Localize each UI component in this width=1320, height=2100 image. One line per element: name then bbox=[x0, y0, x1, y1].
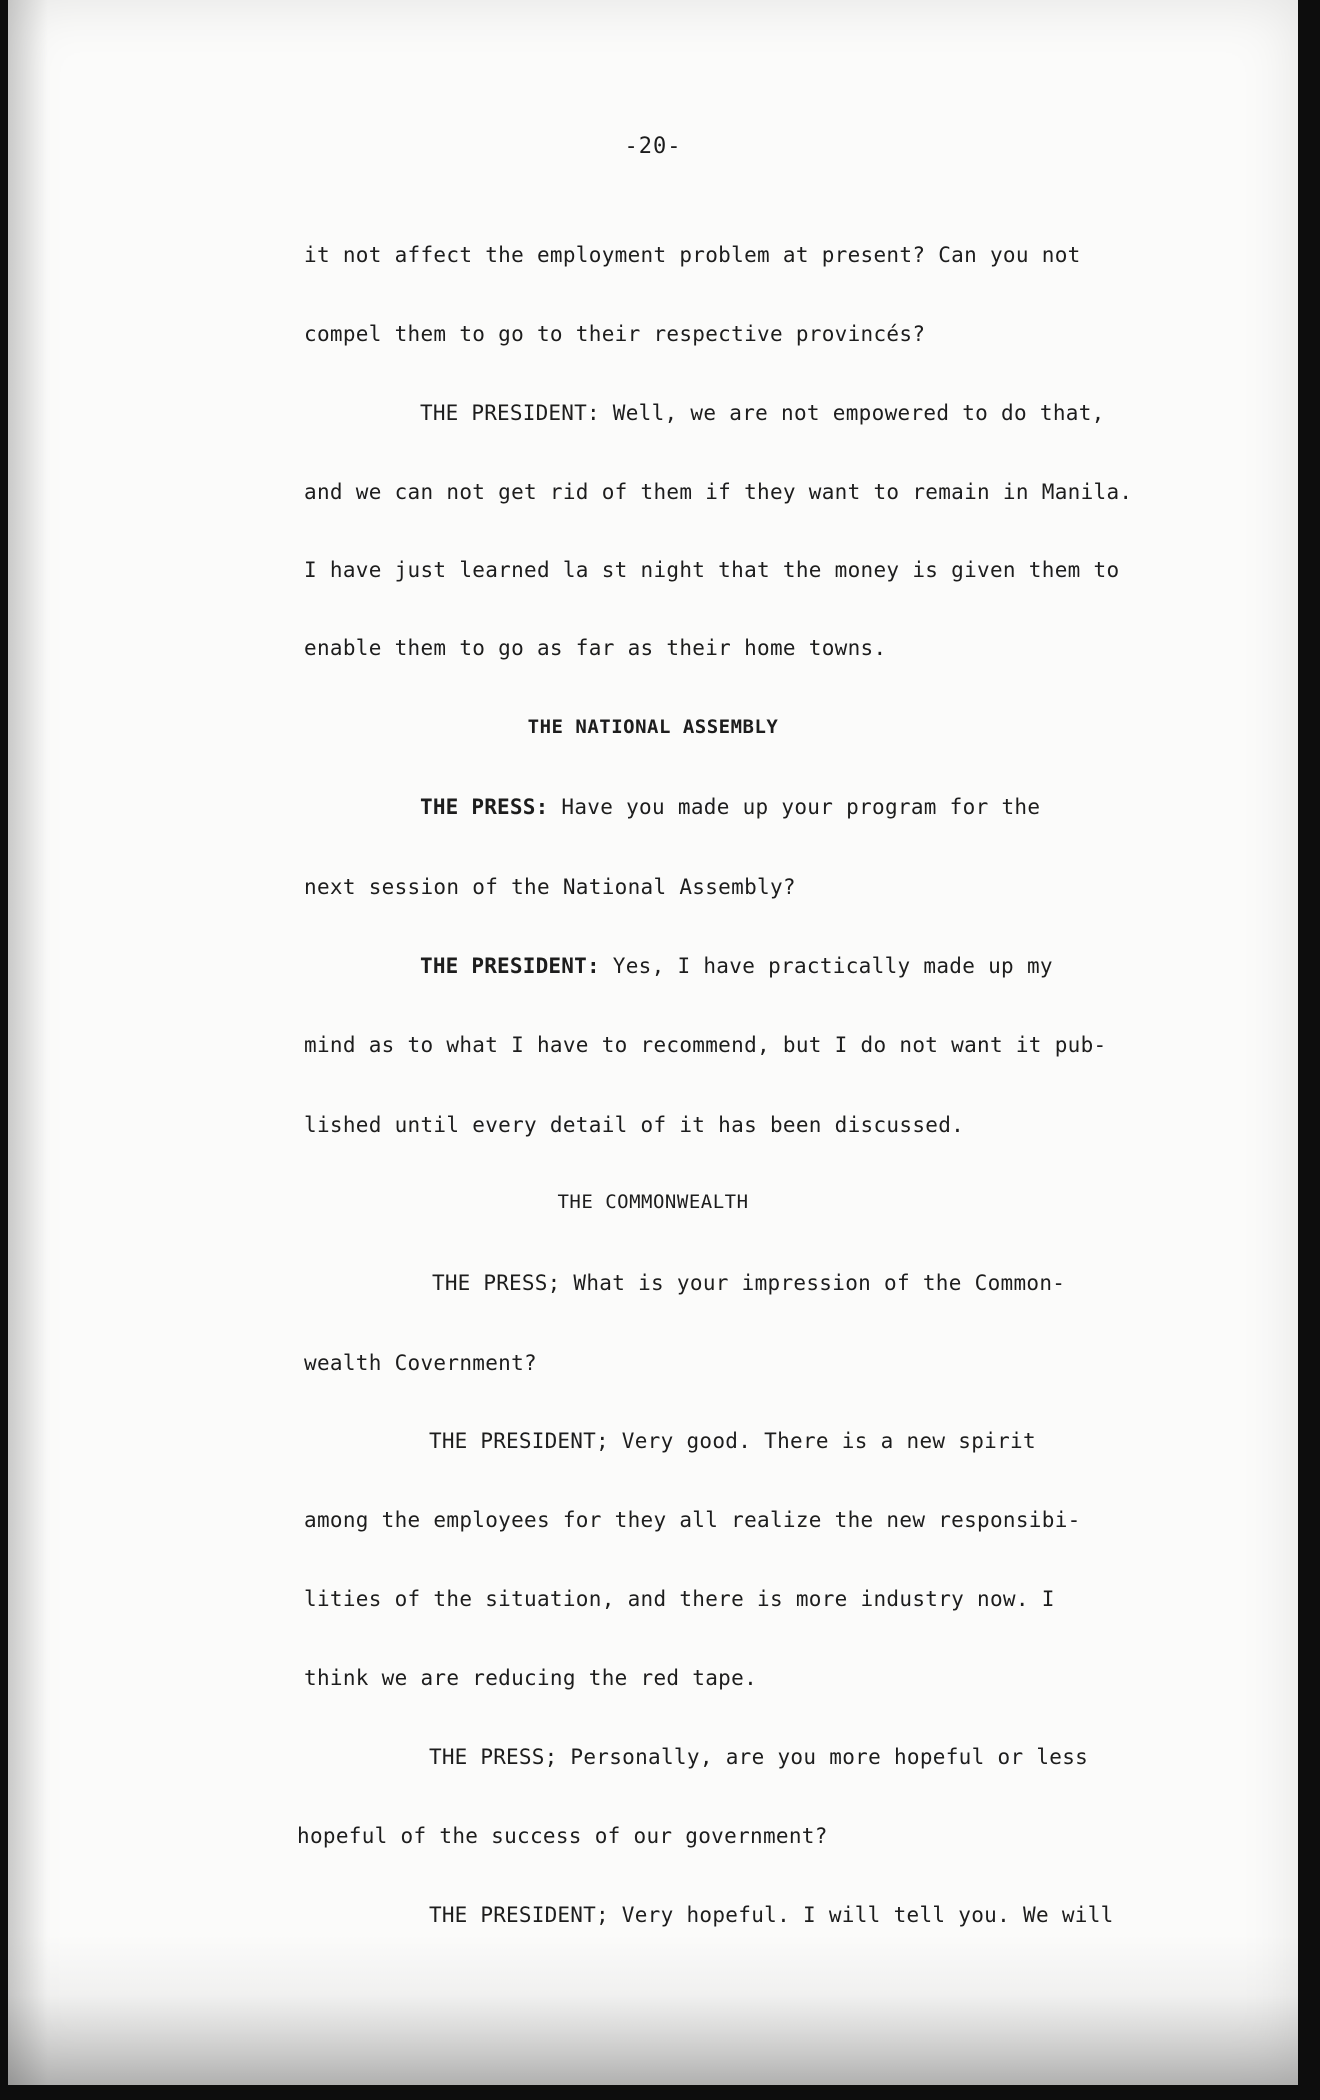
text-line: among the employees for they all realize the new responsibi- bbox=[304, 1508, 1081, 1532]
text-line: wealth Covernment? bbox=[304, 1351, 537, 1375]
paragraph-opening bbox=[432, 1271, 1065, 1295]
paragraph-text: Yes, I have practically made up my bbox=[612, 954, 1053, 978]
section-heading-commonwealth: THE COMMONWEALTH bbox=[557, 1191, 749, 1213]
paragraph-opening bbox=[420, 954, 1053, 978]
text-line: next session of the National Assembly? bbox=[304, 875, 796, 899]
text-line: mind as to what I have to recommend, but I do not want it pub- bbox=[304, 1033, 1107, 1057]
text-line: lities of the situation, and there is more industry now. I bbox=[304, 1587, 1055, 1611]
document-page bbox=[8, 0, 1298, 2085]
paragraph-text: Well, we are not empowered to do that, bbox=[612, 401, 1105, 425]
paragraph-opening bbox=[429, 1903, 1114, 1927]
paragraph-opening bbox=[429, 1429, 1036, 1453]
text-line: I have just learned la st night that the money is given them to bbox=[304, 558, 1120, 582]
section-heading-national-assembly: THE NATIONAL ASSEMBLY bbox=[527, 716, 779, 738]
text-line: and we can not get rid of them if they want to remain in Manila. bbox=[304, 480, 1133, 504]
speaker-label: THE PRESS; bbox=[429, 1745, 558, 1769]
paragraph-text: Have you made up your program for the bbox=[561, 795, 1041, 819]
speaker-label: THE PRESIDENT: bbox=[420, 401, 600, 425]
text-line: compel them to go to their respective provincés? bbox=[304, 322, 926, 346]
text-line: think we are reducing the red tape. bbox=[304, 1666, 758, 1690]
scan-bottom-shadow bbox=[8, 1935, 1298, 2085]
paragraph-opening bbox=[429, 1745, 1088, 1769]
text-line: it not affect the employment problem at present? Can you not bbox=[304, 243, 1081, 267]
text-line: lished until every detail of it has been discussed. bbox=[304, 1113, 965, 1137]
speaker-label: THE PRESIDENT; bbox=[429, 1429, 609, 1453]
speaker-label: THE PRESIDENT: bbox=[420, 954, 600, 978]
speaker-label: THE PRESS: bbox=[420, 795, 549, 819]
scan-left-shadow bbox=[8, 0, 48, 2085]
paragraph-text: Very hopeful. I will tell you. We will bbox=[621, 1903, 1114, 1927]
paragraph-text: What is your impression of the Common- bbox=[573, 1271, 1066, 1295]
speaker-label: THE PRESIDENT; bbox=[429, 1903, 609, 1927]
paragraph-text: Very good. There is a new spirit bbox=[621, 1429, 1036, 1453]
speaker-label: THE PRESS; bbox=[432, 1271, 561, 1295]
text-line: enable them to go as far as their home towns. bbox=[304, 636, 887, 660]
text-line: hopeful of the success of our government? bbox=[297, 1824, 828, 1848]
paragraph-text: Personally, are you more hopeful or less bbox=[570, 1745, 1089, 1769]
paragraph-opening bbox=[420, 401, 1105, 425]
paragraph-opening bbox=[420, 795, 1040, 819]
page-number: -20- bbox=[624, 134, 682, 159]
